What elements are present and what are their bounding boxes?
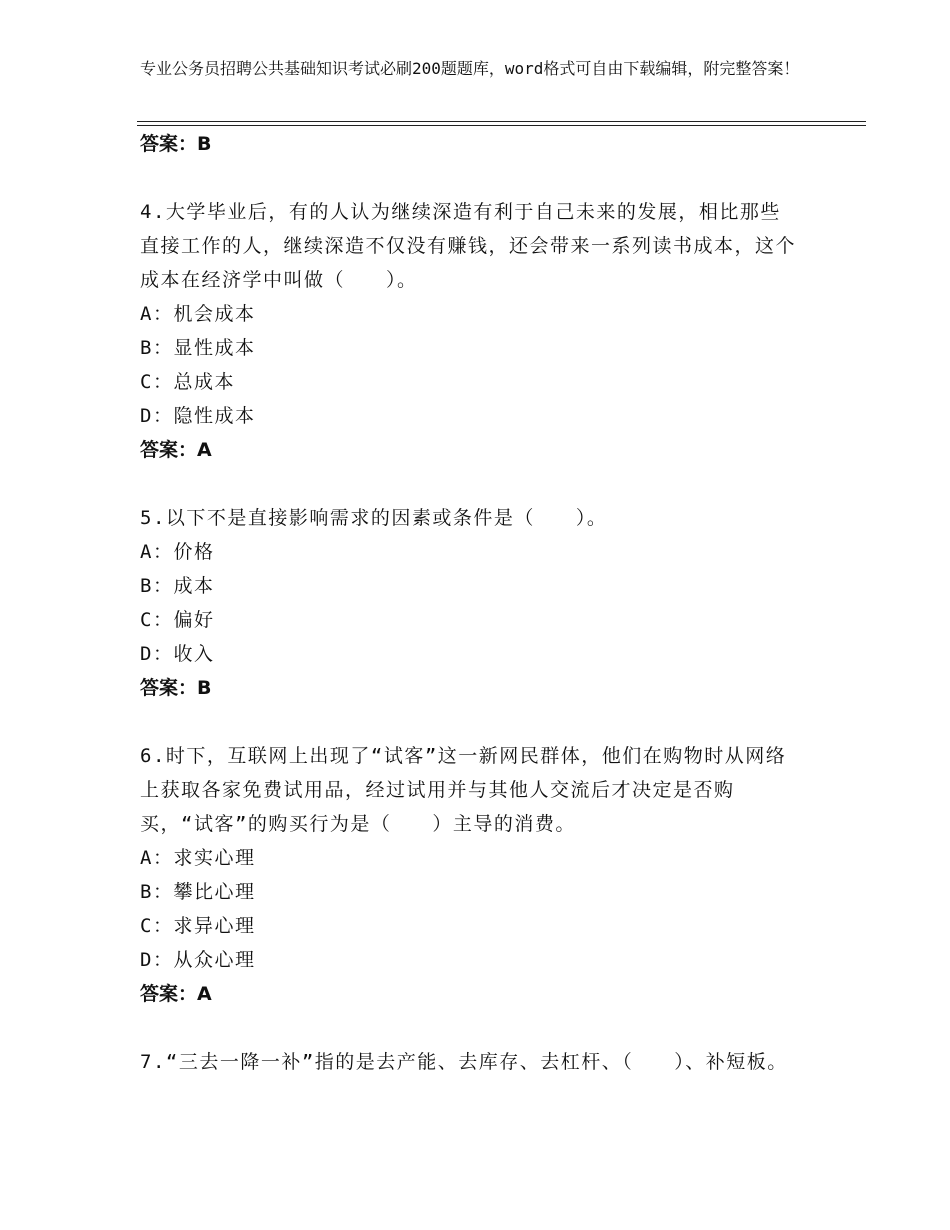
question-stem: 7.“三去一降一补”指的是去产能、去库存、去杠杆、（ ）、补短板。 <box>140 1051 788 1073</box>
option-a: A：价格 <box>140 541 215 563</box>
question-4 <box>140 195 800 467</box>
answer-label: 答案：A <box>140 983 212 1005</box>
answer-label: 答案：B <box>140 677 212 699</box>
option-c: C：求异心理 <box>140 915 256 937</box>
option-d: D：从众心理 <box>140 949 256 971</box>
answer-label: 答案：B <box>140 133 212 155</box>
option-d: D：隐性成本 <box>140 405 256 427</box>
option-b: B：成本 <box>140 575 215 597</box>
question-6 <box>140 739 800 1011</box>
question-7 <box>140 1045 800 1079</box>
question-stem: 6.时下，互联网上出现了“试客”这一新网民群体，他们在购物时从网络上获取各家免费试用品，经过试用并与其他人交流后才决定是否购买，“试客”的购买行为是（ ）主导的消费。 <box>140 745 787 835</box>
answer-label: 答案：A <box>140 439 212 461</box>
document-body <box>140 127 800 1079</box>
page-header <box>140 58 840 80</box>
option-b: B：攀比心理 <box>140 881 256 903</box>
option-a: A：机会成本 <box>140 303 256 325</box>
option-a: A：求实心理 <box>140 847 256 869</box>
option-c: C：总成本 <box>140 371 235 393</box>
question-stem: 5.以下不是直接影响需求的因素或条件是（ ）。 <box>140 507 608 529</box>
question-stem: 4.大学毕业后，有的人认为继续深造有利于自己未来的发展，相比那些直接工作的人，继续深造不仅没有赚钱，还会带来一系列读书成本，这个成本在经济学中叫做（ ）。 <box>140 201 797 291</box>
option-b: B：显性成本 <box>140 337 256 359</box>
option-d: D：收入 <box>140 643 215 665</box>
question-5 <box>140 501 800 705</box>
header-text: 专业公务员招聘公共基础知识考试必刷200题题库，word格式可自由下载编辑，附完整答案！ <box>140 59 800 78</box>
option-c: C：偏好 <box>140 609 215 631</box>
header-divider <box>137 121 866 126</box>
